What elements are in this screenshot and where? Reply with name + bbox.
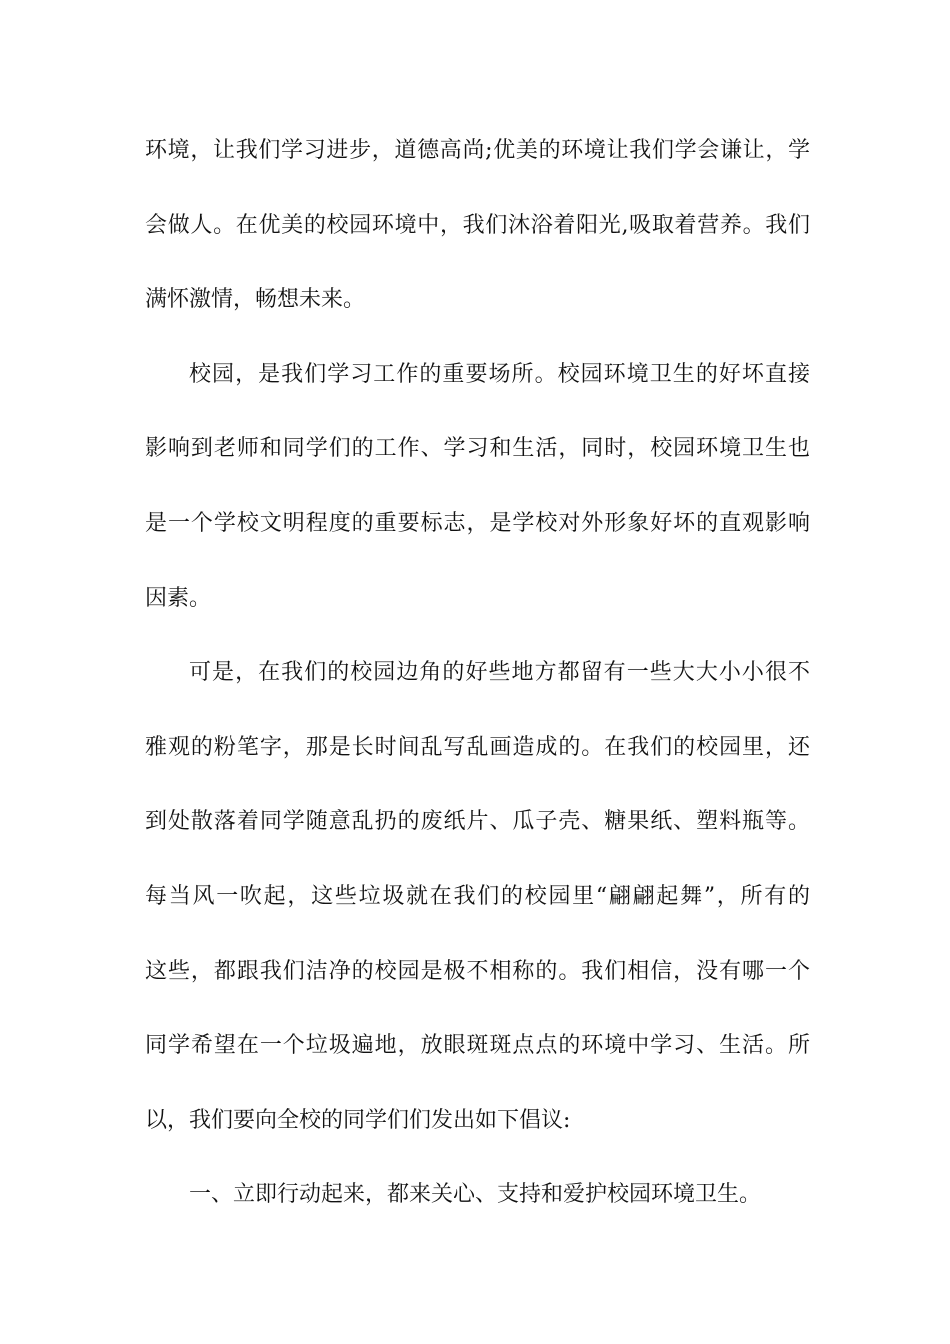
text-line: 以，我们要向全校的同学们们发出如下倡议: [145, 1107, 571, 1133]
paragraph-first-line: 可是，在我们的校园边角的好些地方都留有一些大大小小很不 [189, 660, 810, 686]
text-line: 到处散落着同学随意乱扔的废纸片、瓜子壳、糖果纸、塑料瓶等。 [145, 809, 810, 835]
text-line: 这些，都跟我们洁净的校园是极不相称的。我们相信，没有哪一个 [145, 958, 810, 984]
paragraph-first-line: 校园，是我们学习工作的重要场所。校园环境卫生的好坏直接 [189, 361, 810, 387]
text-line: 因素。 [145, 585, 212, 611]
text-line: 同学希望在一个垃圾遍地，放眼斑斑点点的环境中学习、生活。所 [145, 1033, 810, 1059]
text-line: 每当风一吹起，这些垃圾就在我们的校园里“翩翩起舞”，所有的 [145, 883, 810, 909]
document-body [145, 126, 810, 1245]
text-line: 满怀激情，畅想未来。 [145, 287, 366, 313]
text-line: 环境，让我们学习进步，道德高尚;优美的环境让我们学会谦让，学 [145, 138, 810, 163]
paragraph-first-line: 一、立即行动起来，都来关心、支持和爱护校园环境卫生。 [189, 1182, 762, 1208]
text-line: 会做人。在优美的校园环境中，我们沐浴着阳光,吸取着营养。我们 [145, 212, 810, 238]
text-line: 是一个学校文明程度的重要标志，是学校对外形象好坏的直观影响 [145, 510, 810, 536]
text-line: 雅观的粉笔字，那是长时间乱写乱画造成的。在我们的校园里，还 [145, 734, 810, 760]
text-line: 影响到老师和同学们的工作、学习和生活，同时，校园环境卫生也 [145, 436, 810, 462]
